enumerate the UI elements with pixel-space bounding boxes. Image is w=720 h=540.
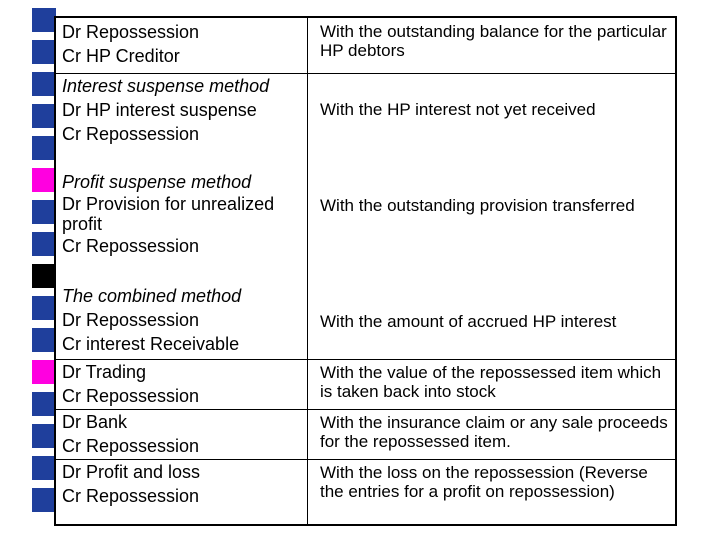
table-row [56, 168, 675, 290]
credit-line: Cr Repossession [62, 386, 200, 406]
entry-description: With the amount of accrued HP interest [320, 312, 617, 331]
entry-description: With the value of the repossessed item which is taken back into stock [320, 363, 662, 401]
black-square-decor [32, 264, 56, 288]
entry-description: With the insurance claim or any sale proceeds for the repossessed item. [320, 413, 668, 451]
debit-line: Dr Repossession [62, 22, 200, 42]
blue-square-decor [32, 328, 56, 352]
entry-description: With the HP interest not yet received [320, 100, 596, 119]
table-row [56, 410, 675, 460]
credit-line: Cr HP Creditor [62, 46, 180, 66]
entry-left-cell [62, 360, 302, 408]
blue-square-decor [32, 72, 56, 96]
credit-line: Cr Repossession [62, 436, 200, 456]
journal-entries-table [54, 16, 677, 526]
table-row [56, 74, 675, 178]
entry-left-cell [62, 74, 302, 146]
entry-left-cell [62, 20, 302, 68]
credit-line: Cr Repossession [62, 486, 200, 506]
entry-description: With the outstanding provision transferred [320, 196, 635, 215]
blue-square-decor [32, 200, 56, 224]
credit-line: Cr Repossession [62, 236, 200, 256]
method-heading: The combined method [62, 286, 242, 306]
debit-line: Dr HP interest suspense [62, 100, 257, 120]
blue-square-decor [32, 40, 56, 64]
table-row [56, 18, 675, 74]
method-heading: Profit suspense method [62, 172, 252, 192]
blue-square-decor [32, 104, 56, 128]
blue-square-decor [32, 296, 56, 320]
blue-square-decor [32, 424, 56, 448]
entry-description: With the loss on the repossession (Reverse the entries for a profit on repossession) [320, 463, 648, 501]
table-row [56, 360, 675, 410]
method-heading: Interest suspense method [62, 76, 270, 96]
blue-square-decor [32, 232, 56, 256]
entry-left-cell [62, 460, 302, 508]
table-row [56, 280, 675, 360]
blue-square-decor [32, 392, 56, 416]
credit-line: Cr interest Receivable [62, 334, 240, 354]
entry-description: With the outstanding balance for the particular HP debtors [320, 22, 667, 60]
debit-line: Dr Repossession [62, 310, 200, 330]
credit-line: Cr Repossession [62, 124, 200, 144]
entry-left-cell [62, 170, 302, 258]
blue-square-decor [32, 136, 56, 160]
blue-square-decor [32, 488, 56, 512]
debit-line: Dr Trading [62, 362, 147, 382]
entry-left-cell [62, 410, 302, 458]
debit-line: Dr Bank [62, 412, 128, 432]
table-row [56, 460, 675, 524]
blue-square-decor [32, 456, 56, 480]
pink-square-decor [32, 168, 56, 192]
debit-line: Dr Provision for unrealized profit [62, 194, 275, 234]
debit-line: Dr Profit and loss [62, 462, 201, 482]
decorative-bullet-bar [0, 0, 58, 540]
entry-left-cell [62, 284, 302, 356]
pink-square-decor [32, 360, 56, 384]
blue-square-decor [32, 8, 56, 32]
